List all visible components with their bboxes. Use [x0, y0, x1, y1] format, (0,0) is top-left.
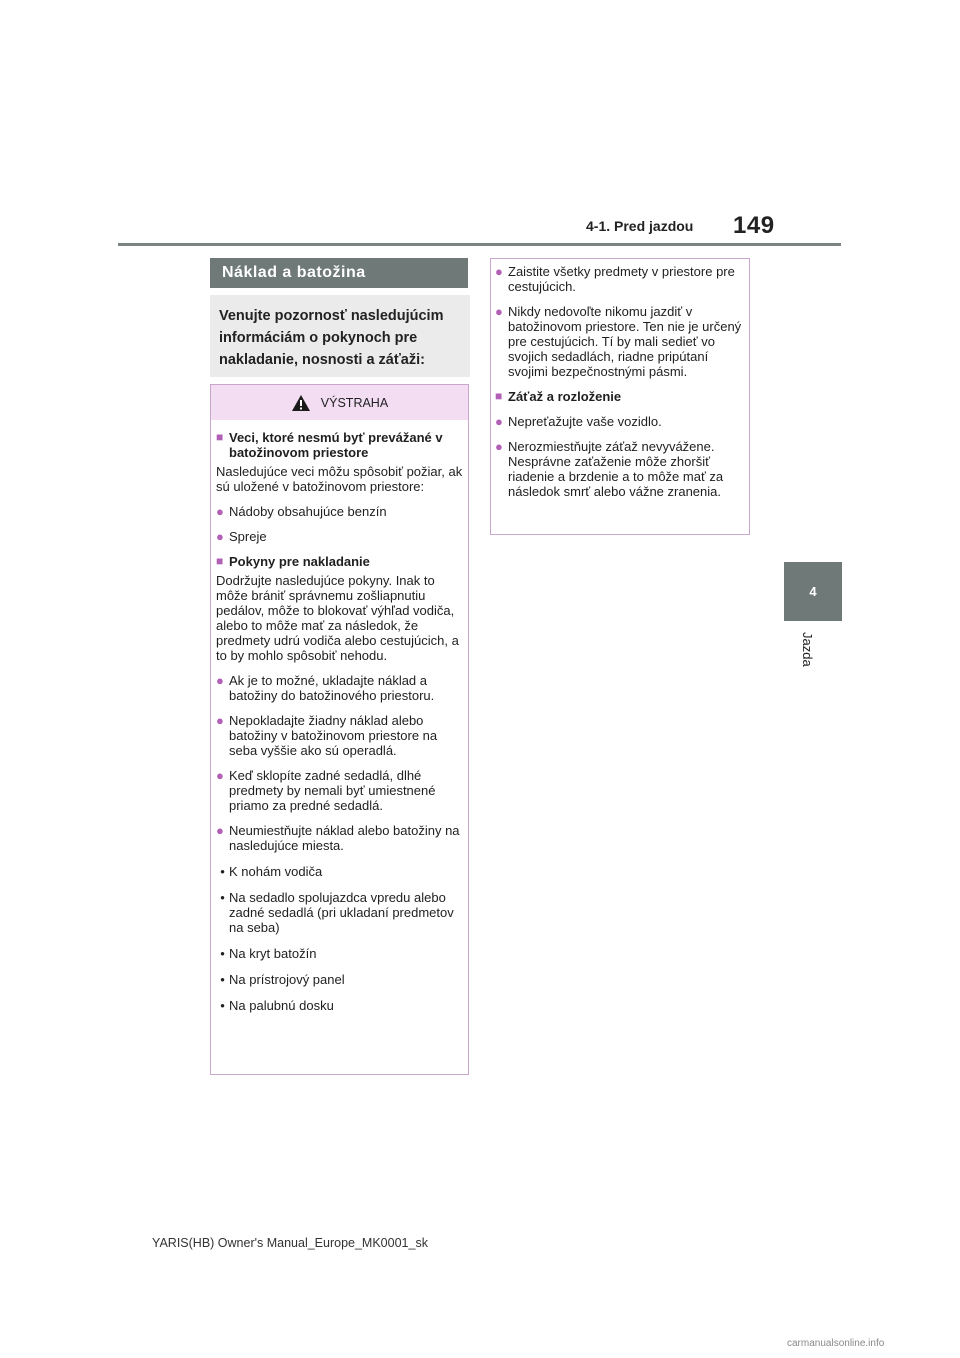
round-bullet-icon: ● [216, 529, 224, 544]
small-bullet-icon: • [220, 890, 225, 905]
round-bullet-icon: ● [495, 304, 503, 319]
warning-heading: VÝSTRAHA [320, 395, 389, 410]
paragraph: Nasledujúce veci môžu spôsobiť požiar, ak sú uložené v batožinovom priestore: [216, 464, 463, 494]
item-text: Pokyny pre nakladanie [229, 554, 370, 569]
small-bullet-icon: • [220, 946, 225, 961]
dot-list-item [495, 304, 745, 379]
item-text: Záťaž a rozloženie [508, 389, 622, 404]
dot-list-item [495, 439, 745, 499]
bullet-list-item [216, 998, 464, 1013]
item-text: Nepreťažujte vaše vozidlo. [508, 414, 662, 429]
item-text: Nepokladajte žiadny náklad alebo batožiny v batožinovom priestore na seba vyššie ako sú operadlá. [229, 713, 438, 758]
item-text: K nohám vodiča [229, 864, 323, 879]
warning-header [211, 385, 468, 420]
round-bullet-icon: ● [216, 504, 224, 519]
small-bullet-icon: • [220, 972, 225, 987]
item-text: Nádoby obsahujúce benzín [229, 504, 387, 519]
item-text: Neumiestňujte náklad alebo batožiny na nasledujúce miesta. [229, 823, 460, 853]
square-bullet-icon: ■ [495, 389, 503, 403]
round-bullet-icon: ● [495, 264, 503, 279]
bullet-list-item [216, 972, 464, 987]
bullet-list-item [216, 890, 464, 935]
small-bullet-icon: • [220, 864, 225, 879]
item-text: Na sedadlo spolujazdca vpredu alebo zadné sedadlá (pri ukladaní predmetov na seba) [229, 890, 454, 935]
dot-list-item [216, 529, 464, 544]
item-text: Keď sklopíte zadné sedadlá, dlhé predmety by nemali byť umiestnené priamo za predné sedadlá. [229, 768, 436, 813]
dot-list-item [495, 414, 745, 429]
square-bullet-icon: ■ [216, 554, 224, 568]
chapter-tab[interactable]: 4 [784, 562, 842, 621]
footer-manual-id: YARIS(HB) Owner's Manual_Europe_MK0001_sk [152, 1236, 428, 1250]
item-text: Nikdy nedovoľte nikomu jazdiť v batožinovom priestore. Ten nie je určený pre cestujúcich. Tí by mali sedieť vo svojich sedadlách, riadne pripútaní svojimi bezpečnostnými pásmi. [508, 304, 742, 379]
section-title: Náklad a batožina [210, 258, 468, 288]
subheading [495, 389, 745, 404]
dot-list-item [216, 673, 464, 703]
bullet-list-item [216, 946, 464, 961]
item-text: Na prístrojový panel [229, 972, 345, 987]
item-text: Veci, ktoré nesmú byť prevážané v batožinovom priestore [229, 430, 443, 460]
round-bullet-icon: ● [216, 673, 224, 688]
dot-list-item [216, 713, 464, 758]
dot-list-item [216, 504, 464, 519]
warning-body [211, 430, 468, 1013]
intro-text: Venujte pozornosť nasledujúcim informáciám o pokynoch pre nakladanie, nosnosti a záťaži: [210, 295, 470, 377]
square-bullet-icon: ■ [216, 430, 224, 444]
round-bullet-icon: ● [495, 439, 503, 454]
round-bullet-icon: ● [216, 823, 224, 838]
header-rule [118, 243, 841, 246]
dot-list-item [216, 768, 464, 813]
item-text: Spreje [229, 529, 267, 544]
watermark: carmanualsonline.info [787, 1338, 885, 1349]
section-header: 4-1. Pred jazdou [586, 218, 694, 234]
warning-box [210, 384, 469, 1075]
item-text: Zaistite všetky predmety v priestore pre cestujúcich. [508, 264, 735, 294]
subheading [216, 554, 464, 569]
bullet-list-item [216, 864, 464, 879]
dot-list-item [495, 264, 745, 294]
round-bullet-icon: ● [495, 414, 503, 429]
subheading [216, 430, 464, 460]
small-bullet-icon: • [220, 998, 225, 1013]
warning-triangle-icon [291, 394, 311, 412]
round-bullet-icon: ● [216, 713, 224, 728]
item-text: Ak je to možné, ukladajte náklad a batožiny do batožinového priestoru. [229, 673, 435, 703]
chapter-label: Jazda [800, 632, 815, 667]
item-text: Na kryt batožín [229, 946, 317, 961]
page-number: 149 [733, 212, 775, 239]
round-bullet-icon: ● [216, 768, 224, 783]
paragraph: Dodržujte nasledujúce pokyny. Inak to môže brániť správnemu zošliapnutiu pedálov, môže to blokovať výhľad vodiča, alebo to môže mať za následok, že predmety udrú vodiča alebo cestujúcich, a to by mohlo spôsobiť nehodu. [216, 573, 459, 663]
item-text: Na palubnú dosku [229, 998, 334, 1013]
dot-list-item [216, 823, 464, 853]
item-text: Nerozmiestňujte záťaž nevyvážene. Nesprávne zaťaženie môže zhoršiť riadenie a brzdenie a to môže mať za následok smrť alebo vážne zranenia. [508, 439, 724, 499]
right-column-box [490, 258, 750, 535]
